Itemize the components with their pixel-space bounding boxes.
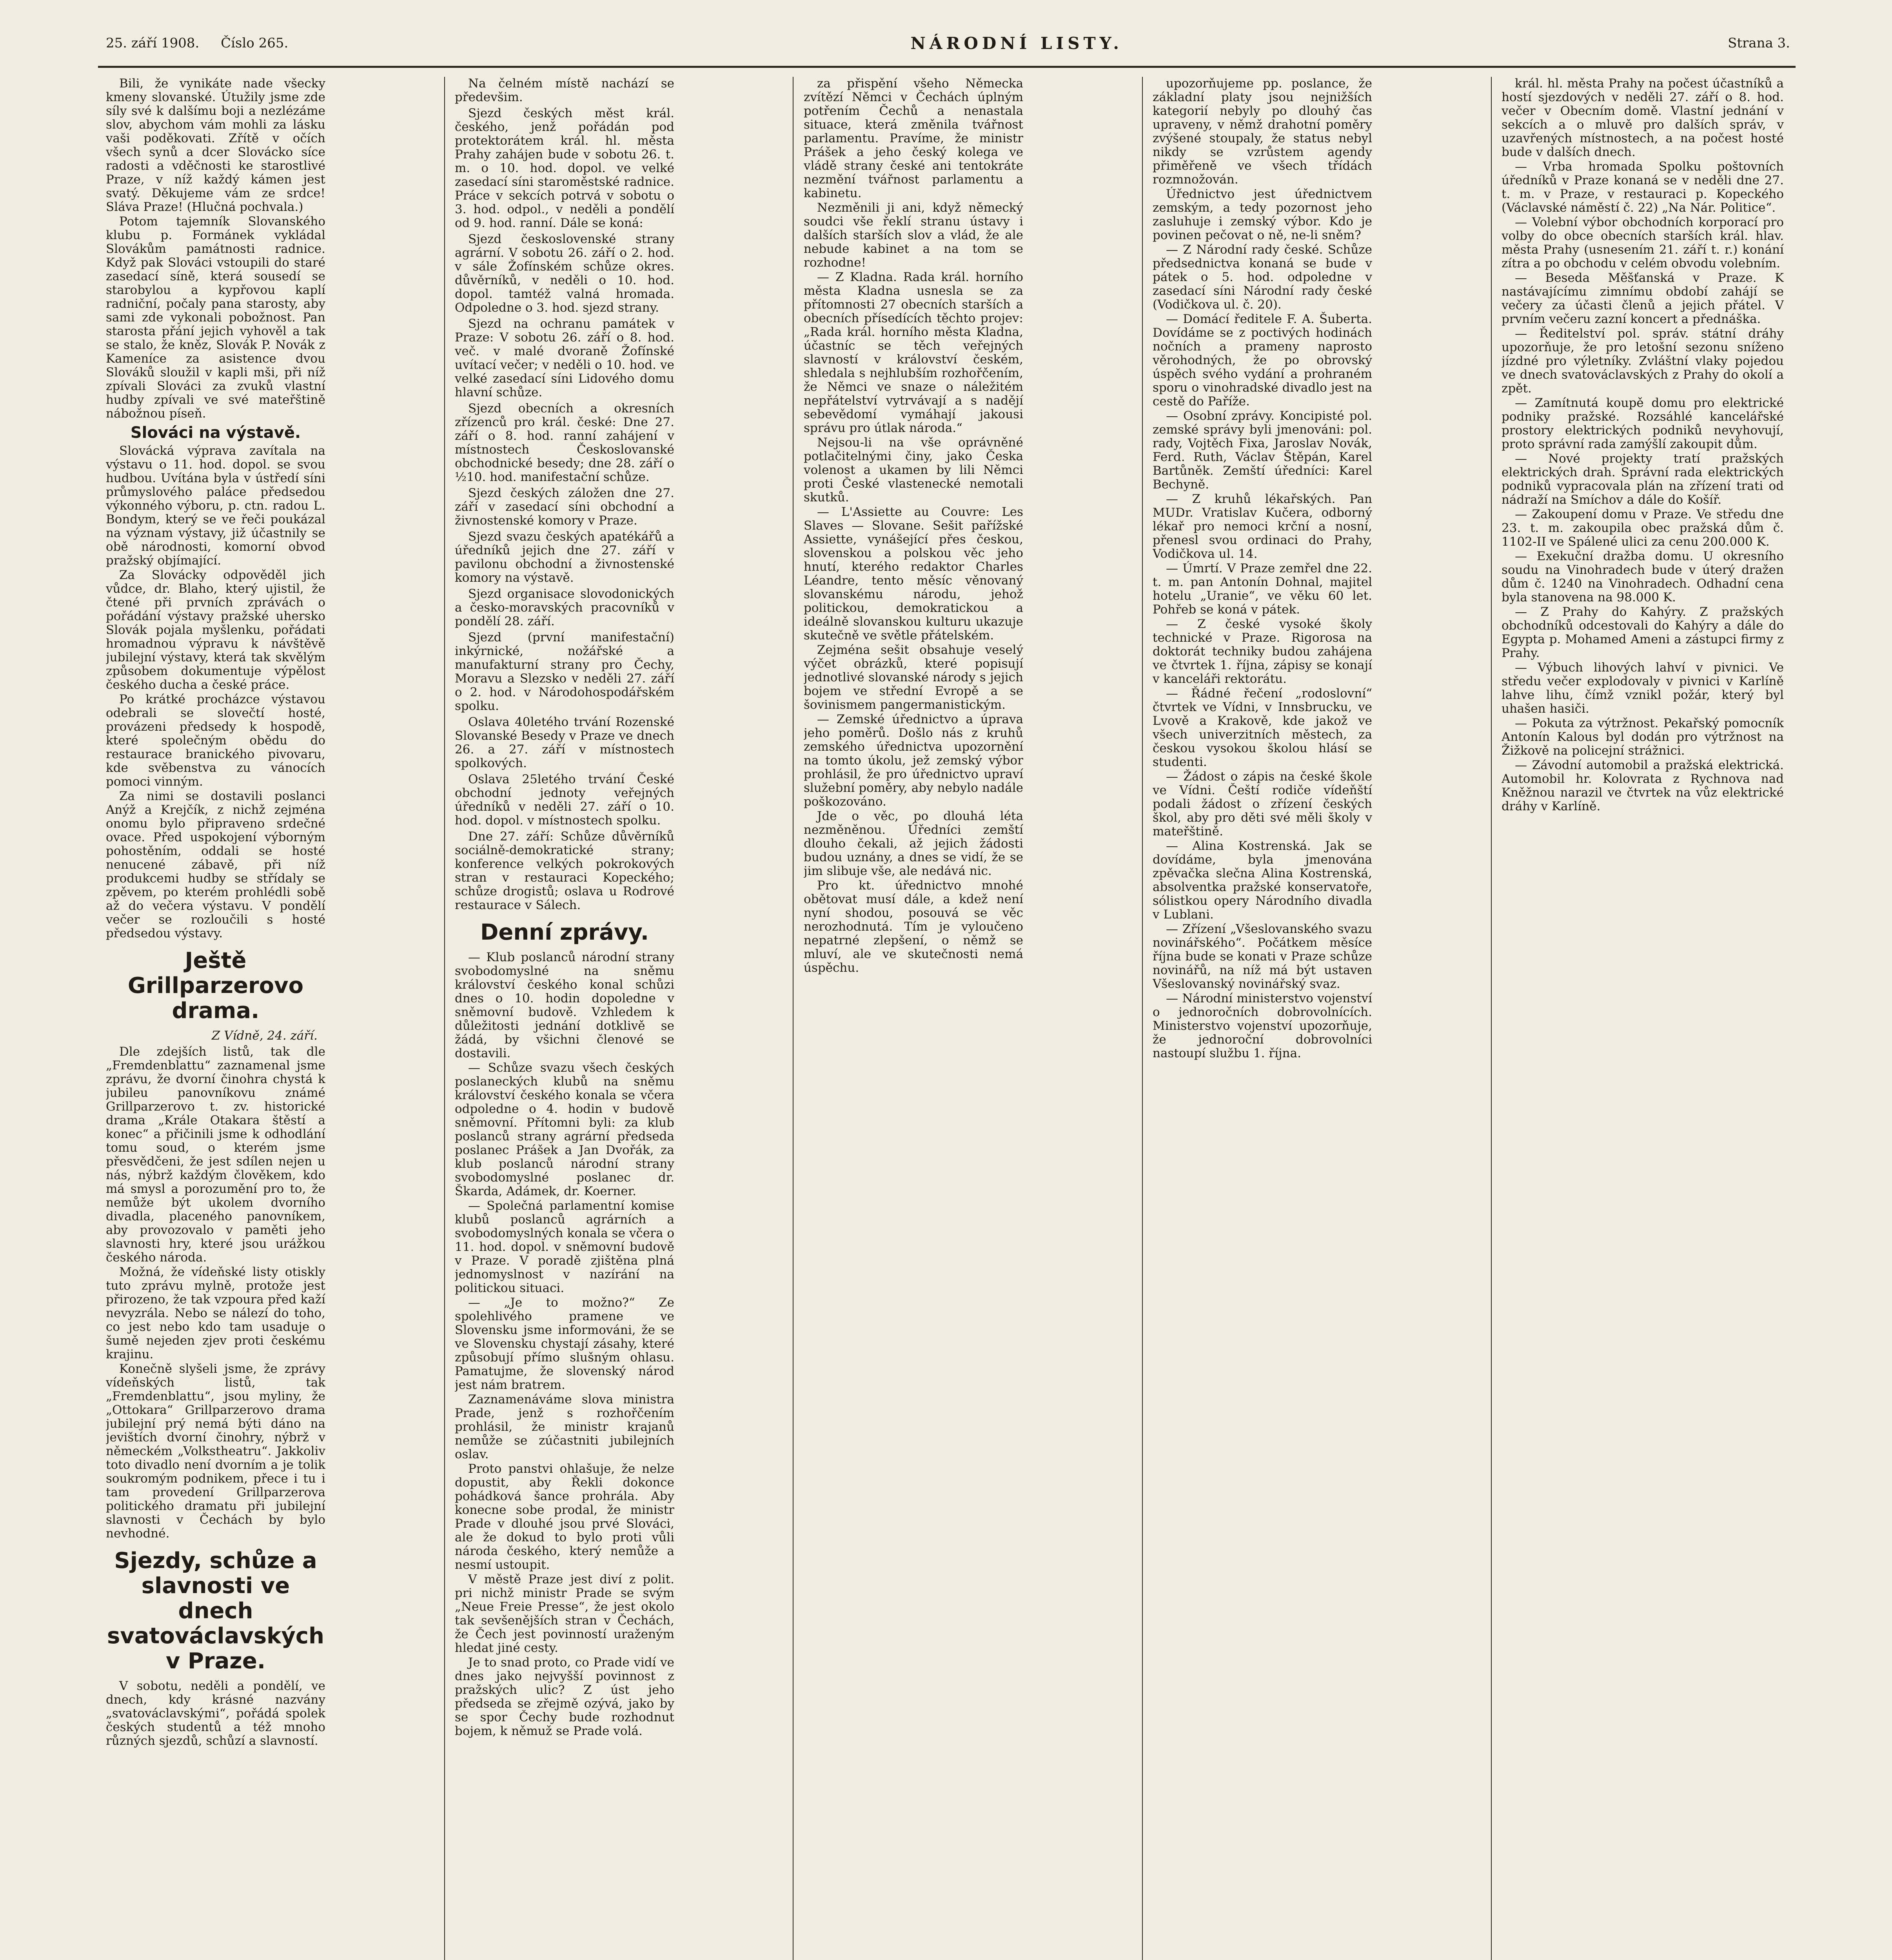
paragraph: V sobotu, neděli a pondělí, ve dnech, kdy krásné nazvány „svatováclavskými“, pořádá spolek českých studentů a též mnoho různých sjezdů, schůzí a slavností.: [106, 1679, 325, 1748]
paragraph: — Nové projekty tratí pražských elektrických drah. Správní rada elektrických podniků vypracovala plán na zřízení trati od nádraží na Smíchov a dále do Košíř.: [1502, 452, 1784, 507]
paragraph: Možná, že vídeňské listy otiskly tuto zprávu mylně, protože jest přirozeno, že tak vzpoura před kaží nevyzrála. Nebo se nálezí do toho, co jest nebo kdo tam usaduje o šumě nejeden zjev proti českému krajinu.: [106, 1265, 325, 1361]
paragraph: — Z Kladna. Rada král. horního města Kladna usnesla se za přítomnosti 27 obecních starších a obecních přísedících těchto projev: „Rada král. horního města Kladna, účastníc se těch veřejných slavností v království českém, shledala s nejhlubším rozhořčením, že Němci ve snaze o náležitém nepřátelství vytrvávají a s nadějí sebevědomí vymáhají jakousi správu pro útlak národa.“: [804, 270, 1023, 435]
paragraph: Bili, že vynikáte nade všecky kmeny slovanské. Útužily jsme zde síly své k dalšímu boji a nezlézáme slov, abychom vám mohli za lásku vaši poděkovati. Zřítě v očích všech synů a dcer Slovácko síce radosti a vděčnosti ke starostlivé Praze, v níž každý kámen jest svatý. Děkujeme vám ze srdce! Sláva Praze! (Hlučná pochvala.): [106, 77, 325, 214]
sjezd-item: Sjezd svazu českých apatékářů a úředníků jejich dne 27. září v pavilonu obchodní a živnostenské komory na výstavě.: [455, 530, 674, 585]
sjezd-item: Sjezd (první manifestační) inkýrnické, nožářské a manufakturní strany pro Čechy, Moravu a Slezsko v neděli 27. září o 2. hod. v Národohospodářském spolku.: [455, 630, 674, 713]
paragraph: — Domácí ředitele F. A. Šuberta. Dovídáme se z poctivých hodinách nočních a prameny naprosto věrohodných, že po obrovský úspěch svého vydání a prohraném sporu o vinohradské divadlo jest na cestě do Paříže.: [1153, 312, 1372, 408]
paragraph: král. hl. města Prahy na počest účastníků a hostí sjezdových v neděli 27. září o 8. hod. večer v Obecním domě. Vlastní jednání v sekcích a o mluvě pro dalších správ, v uzavřených místnostech, a na počest hosté bude v dalších dnech.: [1502, 77, 1784, 159]
column-4: [1153, 77, 1372, 1960]
paragraph: Pro kt. úřednictvo mnohé obětovat musí dále, a kdež není nyní shodou, posouvá se věc nerozhodnutá. Tím je vyloučeno nepatrné zlepšení, o němž se mluví, ale ve skutečnosti nemá úspěchu.: [804, 878, 1023, 975]
sjezd-item: Oslava 40letého trvání Rozenské Slovanské Besedy v Praze ve dnech 26. a 27. září v místnostech spolkových.: [455, 715, 674, 770]
paragraph: — Závodní automobil a pražská elektrická. Automobil hr. Kolovrata z Rychnova nad Kněžnou narazil ve čtvrtek na vůz elektrické dráhy v Karlíně.: [1502, 758, 1784, 813]
paragraph: Zejména sešit obsahuje veselý výčet obrázků, které popisují jednotlivé slovanské národy s jejich bojem ve střední Evropě a se šovinismem pangermanistickým.: [804, 643, 1023, 712]
paragraph: — Beseda Měšťanská v Praze. K nastávajícímu zimnímu období zahájí se večery za účasti členů a jejich přátel. V prvním večeru zazní koncert a přednáška.: [1502, 271, 1784, 326]
paragraph: — Úmrtí. V Praze zemřel dne 22. t. m. pan Antonín Dohnal, majitel hotelu „Uranie“, ve věku 60 let. Pohřeb se koná v pátek.: [1153, 561, 1372, 617]
paragraph: — Zřízení „Všeslovanského svazu novinářského“. Počátkem měsíce října bude se konati v Praze schůze novinářů, na níž má být ustaven Všeslovanský novinářský svaz.: [1153, 922, 1372, 991]
paragraph: — „Je to možno?“ Ze spolehlivého pramene ve Slovensku jsme informováni, že se ve Slovensku chystají zásahy, které způsobují přímo slušným ohlasu. Pamatujme, že slovenský národ jest nám bratrem.: [455, 1296, 674, 1392]
paragraph: — Národní ministerstvo vojenství o jednoročních dobrovolnících. Ministerstvo vojenství upozorňuje, že jednoroční dobrovolníci nastoupí službu 1. října.: [1153, 991, 1372, 1060]
sjezd-item: Oslava 25letého trvání České obchodní jednoty veřejných úředníků v neděli 27. září o 10. hod. dopol. v místnostech spolku.: [455, 772, 674, 828]
paragraph: Zaznamenáváme slova ministra Prade, jenž s rozhořčením prohlásil, že ministr krajanů nemůže se zúčastniti jubilejních oslav.: [455, 1392, 674, 1461]
header-left: [106, 35, 305, 51]
paragraph: — Alina Kostrenská. Jak se dovídáme, byla jmenována zpěvačka slečna Alina Kostrenská, absolventka pražské konservatoře, sólistkou opery Národního divadla v Lublani.: [1153, 839, 1372, 922]
paragraph: Po krátké procházce výstavou odebrali se slovečtí hosté, provázeni předsedy k hospodě, které společným obědu do restaurace branického pivovaru, kde svěbenstva zu vánocích pomoci vinným.: [106, 692, 325, 789]
column-divider: [1491, 77, 1492, 1960]
sjezd-item: Sjezd českých měst král. českého, jenž pořádán pod protektorátem král. hl. města Prahy zahájen bude v sobotu 26. t. m. o 10. hod. dopol. ve velké zasedací síni staroměstské radnice. Práce v sekcích potrvá v sobotu o 3. hod. odpol., v neděli a pondělí od 9. hod. ranní. Dále se koná:: [455, 106, 674, 230]
sjezd-item: Sjezd na ochranu památek v Praze: V sobotu 26. září o 8. hod. več. v malé dvoraně Žofínské uvítací večer; v neděli o 10. hod. ve velké zasedací síni Lidového domu hlavní schůze.: [455, 317, 674, 399]
issue-date: 25. září 1908.: [106, 35, 200, 51]
column-5: [1502, 77, 1784, 1960]
column-1: [106, 77, 325, 1960]
sjezd-item: Sjezd obecních a okresních zřízenců pro král. české: Dne 27. září o 8. hod. ranní zahájení v místnostech Českoslovanské obchodnické besedy; dne 28. září o ½10. hod. manifestační schůze.: [455, 401, 674, 484]
paragraph: Nezměnili ji ani, když německý soudci vše řeklí stranu ústavy i dalších starších slov a vlád, že ale nebude kabinet a na tom se rozhodne!: [804, 201, 1023, 270]
paragraph: — Zamítnutá koupě domu pro elektrické podniky pražské. Rozsáhlé kancelářské prostory elektrických podniků nevyhovují, proto správní rada zamýšlí zakoupit dům.: [1502, 396, 1784, 451]
masthead-title: NÁRODNÍ LISTY.: [910, 33, 1123, 53]
paragraph: — L'Assiette au Couvre: Les Slaves — Slovane. Sešit pařížské Assiette, vynášející přes českou, slovenskou a polskou věc jeho hnutí, kterého redaktor Charles Léandre, tento měsíc věnovaný slovanskému národu, jehož politickou, demokratickou a ideálně slovanskou kulturu ukazuje skutečně ve světle přátelském.: [804, 505, 1023, 642]
paragraph: Potom tajemník Slovanského klubu p. Formánek vykládal Slovákům památnosti radnice. Když pak Slováci vstoupili do staré zasedací síně, která sousedí se starobylou a kypřovou kaplí radniční, počaly pana starosty, aby sami zde vykonali pobožnost. Pan starosta přání jejich vyhověl a tak se stalo, že kněz, Slovák P. Novák z Kameníce za asistence dvou Slováků sloužil v kapli mši, při níž zpívali Slováci za zvuků vlastní hudby zpívali ve své mateřštině nábožnou píseň.: [106, 214, 325, 421]
paragraph: Za Slovácky odpověděl jich vůdce, dr. Blaho, který ujistil, že čtené při prvních zprávách o pořádání výstavy pražské uhersko Slovák pojala myšlenku, pořádati hromadnou výpravu k návštěvě jubilejní výstavy, která tak skvělým způsobem dokumentuje výpělost českého ducha a české práce.: [106, 568, 325, 692]
paragraph: — Zemské úřednictvo a úprava jeho poměrů. Došlo nás z kruhů zemského úřednictva upozornění na tomto úkolu, jež zemský výbor prohlásil, že pro úřednictvo upraví služební poměry, aby nebylo nadále poškozováno.: [804, 712, 1023, 809]
paragraph: — Zakoupení domu v Praze. Ve středu dne 23. t. m. zakoupila obec pražská dům č. 1102-II ve Spálené ulici za cenu 200.000 K.: [1502, 507, 1784, 549]
paragraph: upozorňujeme pp. poslance, že základní platy jsou nejnižších kategorií nebyly po dlouhý čas upraveny, v němž drahotní poměry zvýšené stoupaly, že status nebyl nikdy se vzrůstem agendy přiměřeně ve všech třídách rozmnožován.: [1153, 77, 1372, 187]
paragraph: — Osobní zprávy. Koncipisté pol. zemské správy byli jmenováni: pol. rady, Vojtěch Fixa, Jaroslav Novák, Ferd. Ruth, Václav Štěpán, Karel Bartůněk. Zemští úředníci: Karel Bechyně.: [1153, 409, 1372, 492]
column-divider: [1142, 77, 1143, 1960]
paragraph: V městě Praze jest diví z polit. pri nichž ministr Prade se svým „Neue Freie Presse“, že jest okolo tak sevšenějších stran v Čechách, že Čech jest povinností uraženým hledat jiné cesty.: [455, 1572, 674, 1655]
sjezd-item: Dne 27. září: Schůze důvěrníků sociálně-demokratické strany; konference velkých pokrokových stran v restauraci Kopeckého; schůze drogistů; oslava u Rodrové restaurace v Sálech.: [455, 829, 674, 912]
column-2: [455, 77, 674, 1960]
paragraph: — Společná parlamentní komise klubů poslanců agrárních a svobodomyslných konala se včera o 11. hod. dopol. v sněmovní budově v Praze. V poradě zjištěna plná jednomyslnost v nazírání na politickou situaci.: [455, 1199, 674, 1295]
paragraph: Je to snad proto, co Prade vidí ve dnes jako nejvyšší povinnost z pražských ulic? Z úst jeho předseda se zřejmě ozývá, jako by se spor Čechy bude rozhodnut bojem, k němuž se Prade volá.: [455, 1655, 674, 1738]
paragraph: — Ředitelství pol. správ. státní dráhy upozorňuje, že pro letošní sezonu sníženo jízdné pro výletníky. Zvláštní vlaky pojedou ve dnech svatováclavských z Prahy do okolí a zpět.: [1502, 327, 1784, 396]
paragraph: — Klub poslanců národní strany svobodomyslné na sněmu království českého konal schůzi dnes o 10. hodin dopoledne v sněmovní budově. Vzhledem k důležitosti jednání dotklivě se žádá, by všichni členové se dostavili.: [455, 950, 674, 1060]
sjezd-item: Sjezd českých záložen dne 27. září v zasedací síni obchodní a živnostenské komory v Praze.: [455, 486, 674, 528]
paragraph: za přispění všeho Německa zvítězí Němci v Čechách úplným potřením Čechů a nenastala situace, která změnila tvářnost parlamentu. Pravíme, že ministr Prášek a jeho český kolega ve vládě strany české ani tentokráte nezmění tvářnost parlamentu a kabinetu.: [804, 77, 1023, 200]
issue-number: Číslo 265.: [221, 35, 289, 51]
paragraph: Proto panstvi ohlašuje, že nelze dopustit, aby Řekli dokonce pohádková šance prohrála. Aby konecne sobe prodal, že ministr Prade v dlouhé jsou prvé Slováci, ale že dokud to bylo proti vůli národa českého, který nemůže a nesmí ustoupit.: [455, 1462, 674, 1572]
page-header: [106, 24, 1790, 62]
paragraph: — Výbuch lihových lahví v pivnici. Ve středu večer explodovaly v pivnici v Karlíně lahve lihu, čímž vznikl požár, který byl uhašen hasiči.: [1502, 661, 1784, 716]
headline-grillparzer: Ještě Grillparzerovo drama.: [127, 948, 304, 1024]
paragraph: — Schůze svazu všech českých poslaneckých klubů na sněmu království českého konala se včera odpoledne o 4. hodin v budově sněmovní. Přítomni byli: za klub poslanců strany agrární předseda poslanec Prášek a Jan Dvořák, za klub poslanců národní strany svobodomyslné poslanec dr. Škarda, Adámek, dr. Koerner.: [455, 1061, 674, 1198]
paragraph: — Žádost o zápis na české škole ve Vídni. Čeští rodiče vídeňští podali žádost o zřízení českých škol, aby pro děti své měli školy v mateřštině.: [1153, 769, 1372, 838]
paragraph: — Řádné řečení „rodoslovní“ čtvrtek ve Vídni, v Innsbrucku, ve Lvově a Krakově, kde jakož ve všech univerzitních městech, za českou vysokou školou hlásí se studenti.: [1153, 686, 1372, 769]
paragraph: — Vrba hromada Spolku poštovních úředníků v Praze konaná se v neděli dne 27. t. m. v Praze, v restauraci p. Kopeckého (Václavské náměstí č. 22) „Na Nár. Politice“.: [1502, 160, 1784, 215]
paragraph: — Z české vysoké školy technické v Praze. Rigorosa na doktorát techniky budou zahájena ve čtvrtek 1. října, zápisy se konají v kanceláři rektorátu.: [1153, 617, 1372, 686]
paragraph: Slovácká výprava zavítala na výstavu o 11. hod. dopol. se svou hudbou. Uvítána byla v ústředí síni průmyslového paláce předsedou výkonného výboru, p. ctn. radou L. Bondym, který se ve řeči poukázal na význam výstavy, již účastnily se obě národnosti, komorní obvod pražský objímající.: [106, 444, 325, 568]
headline-denni-zpravy: Denní zprávy.: [480, 920, 649, 945]
paragraph: Konečně slyšeli jsme, že zprávy vídeňských listů, tak „Fremdenblattu“, jsou myliny, že „Ottokara“ Grillparzerovo drama jubilejní prý nemá býti dáno na jevištích dvorní činohry, nýbrž v německém „Volkstheatru“. Jakkoliv toto divadlo není dvorním a je tolik soukromým podnikem, přece i tu i tam provedení Grillparzerova politického dramatu při jubilejní slavnosti v Čechách by bylo nevhodné.: [106, 1362, 325, 1541]
header-rule: [98, 66, 1796, 68]
paragraph: Jde o věc, po dlouhá léta nezměněnou. Úředníci zemští dlouho čekali, až jejich žádosti budou uznány, a dnes se vidí, že se jim slibuje vše, ale nedává nic.: [804, 809, 1023, 878]
paragraph: — Volební výbor obchodních korporací pro volby do obce obecních starších král. hlav. města Prahy (usnesením 21. září t. r.) konání zítra a po obchodu v celém obvodu volebním.: [1502, 215, 1784, 270]
headline-sjezdy: Sjezdy, schůze a slavnosti ve dnech svatováclavských v Praze.: [107, 1548, 324, 1674]
sjezd-item: Sjezd organisace slovodonických a česko-moravských pracovníků v pondělí 28. září.: [455, 587, 674, 628]
section-heading-slovaci: Slováci na výstavě.: [130, 424, 301, 442]
paragraph: Za nimi se dostavili poslanci Anýž a Krejčík, z nichž zejména onomu bylo připraveno srdečné ovace. Před uspokojení výborným pohostěním, oddali se hosté nenucené zábavě, při níž produkcemi hudby se střídaly se zpěvem, po kterém prohlédli sobě až do večera výstavu. V pondělí večer se rozloučili s hosté předsedou výstavy.: [106, 789, 325, 940]
paragraph: — Pokuta za výtržnost. Pekařský pomocník Antonín Kalous byl dodán pro výtržnost na Žižkově na policejní strážnici.: [1502, 716, 1784, 758]
paragraph: Dle zdejších listů, tak dle „Fremdenblattu“ zaznamenal jsme zprávu, že dvorní činohra chystá k jubileu panovníkovu známé Grillparzerovo t. zv. historické drama „Krále Otakara štěstí a konec“ a přičinili jsme k odhodlání tomu soud, o kterém jsme přesvědčeni, že jest sdílen nejen u nás, nýbrž každým člověkem, kdo má smysl a porozumění pro to, že nemůže být ukolem dvorního divadla, placeného panovníkem, aby provozovalo v paměti jeho slavnosti hry, které jsou urážkou českého národa.: [106, 1045, 325, 1265]
dateline: Z Vídně, 24. září.: [211, 1029, 318, 1043]
column-3: [804, 77, 1023, 1960]
paragraph: — Exekuční dražba domu. U okresního soudu na Vinohradech bude v úterý dražen dům č. 1240 na Vinohradech. Odhadní cena byla stanovena na 98.000 K.: [1502, 549, 1784, 604]
sjezd-item: Sjezd československé strany agrární. V sobotu 26. září o 2. hod. v sále Žofínském schůze okres. důvěrníků, v neděli o 10. hod. dopol. tamtéž valná hromada. Odpoledne o 3. hod. sjezd strany.: [455, 232, 674, 315]
column-divider: [444, 77, 445, 1960]
paragraph: Na čelném místě nachází se předevšim.: [455, 77, 674, 104]
paragraph: Úřednictvo jest úřednictvem zemským, a tedy pozornost jeho zasluhuje i zemský výbor. Kdo je povinen pečovat o ně, ne-li sněm?: [1153, 187, 1372, 242]
paragraph: — Z Národní rady české. Schůze předsednictva konaná se bude v pátek o 5. hod. odpoledne v zasedací síni Národní rady české (Vodičkova ul. č. 20).: [1153, 243, 1372, 312]
paragraph: — Z kruhů lékařských. Pan MUDr. Vratislav Kučera, odborný lékař pro nemoci krční a nosní, přenesl svou ordinaci do Prahy, Vodičkova ul. 14.: [1153, 492, 1372, 561]
page-number: Strana 3.: [1728, 35, 1790, 51]
paragraph: — Z Prahy do Kahýry. Z pražských obchodníků odcestovali do Kahýry a dále do Egypta p. Mohamed Ameni a zástupci firmy z Prahy.: [1502, 605, 1784, 660]
paragraph: Nejsou-li na vše oprávněné potlačitelnými činy, jako Česka volenost a ukamen by lili Němci proti České vlastenecké nemotali skutků.: [804, 436, 1023, 505]
